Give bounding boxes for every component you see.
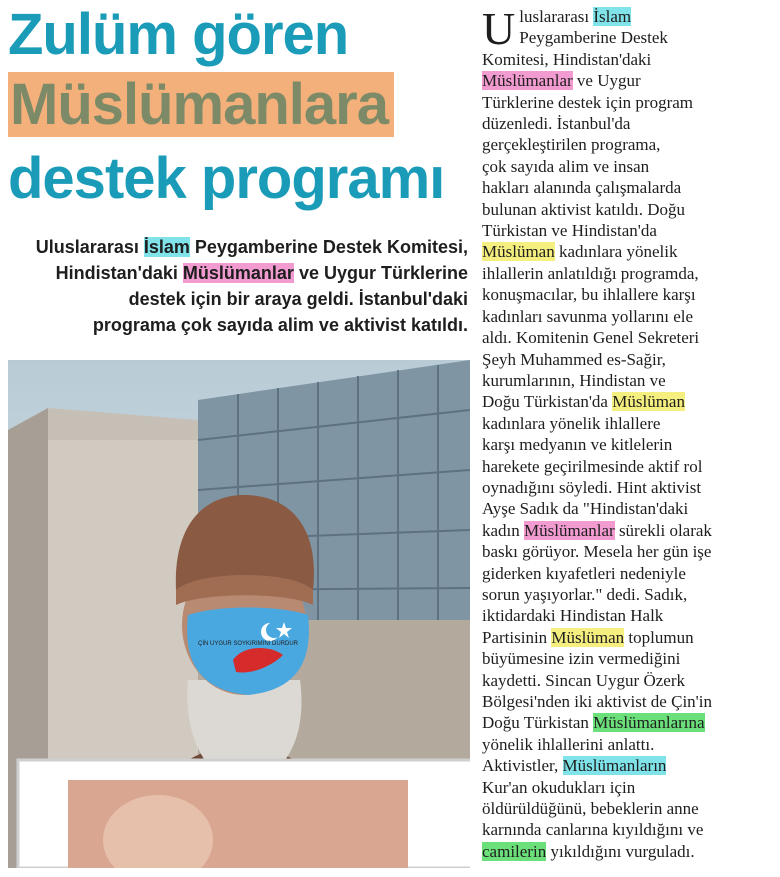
body-text: kadın: [482, 520, 525, 540]
body-text: harekete geçirilmesinde aktif rol: [482, 456, 703, 476]
body-text: ve Uygur: [572, 71, 641, 91]
body-line: [482, 370, 772, 391]
body-line: [482, 777, 772, 798]
body-line: [482, 413, 772, 434]
body-text: bulunan aktivist katıldı. Doğu: [482, 199, 686, 219]
body-line: [482, 841, 772, 862]
body-text: hakları alanında çalışmalarda: [482, 178, 682, 198]
body-text: yıkıldığını vurguladı.: [546, 841, 695, 861]
highlighted-word: Müslümanlar: [482, 71, 573, 91]
body-line: [482, 306, 772, 327]
body-line: [482, 434, 772, 455]
body-text: iktidardaki Hindistan Halk: [482, 606, 664, 626]
article-body: [482, 3, 772, 862]
body-text: Türkistan ve Hindistan'da: [482, 221, 657, 241]
body-text: Kur'an okudukları için: [482, 777, 636, 797]
body-line: [482, 199, 772, 220]
body-text: konuşmacılar, bu ihlallere karşı: [482, 285, 696, 305]
body-line: [482, 819, 772, 840]
body-text: kaydetti. Sincan Uygur Özerk: [482, 670, 685, 690]
body-text: Türklerine destek için program: [482, 92, 694, 112]
body-text: karşı medyanın ve kitlelerin: [482, 435, 673, 455]
highlighted-word: Müslüman: [551, 627, 625, 647]
body-text: Aktivistler,: [482, 756, 563, 776]
body-line: [482, 755, 772, 776]
lead-line-2: [8, 260, 468, 286]
body-line: [482, 477, 772, 498]
lead-line-3: destek için bir araya geldi. İstanbul'daki: [128, 289, 468, 309]
body-text: luslararası: [519, 7, 594, 26]
lead-text: Uluslararası: [35, 237, 144, 257]
body-line: [482, 349, 772, 370]
body-text: Doğu Türkistan'da: [482, 392, 613, 412]
lead-text: Peygamberine Destek Komitesi,: [189, 237, 468, 257]
body-line: [482, 92, 772, 113]
body-line: [482, 691, 772, 712]
body-text: yönelik ihlallerini anlattı.: [482, 734, 655, 754]
body-line: [482, 734, 772, 755]
body-text: karnında canlarına kıyıldığını ve: [482, 820, 704, 840]
highlighted-word: İslam: [593, 7, 632, 26]
article-photo: [8, 360, 470, 868]
body-line: [482, 241, 772, 262]
mask-text: ÇİN UYGUR SOYKIRIMINI DURDUR: [198, 641, 299, 647]
body-text: öldürüldüğünü, bebeklerin anne: [482, 799, 699, 819]
body-text: Doğu Türkistan: [482, 713, 594, 733]
body-line: [482, 113, 772, 134]
body-text: sorun yaşıyorlar." dedi. Sadık,: [482, 584, 688, 604]
body-line: [482, 498, 772, 519]
headline-line-2: [8, 72, 394, 137]
body-line: [482, 605, 772, 626]
body-text: Ayşe Sadık da "Hindistan'daki: [482, 499, 689, 519]
drop-cap: U: [482, 3, 516, 54]
body-text: sürekli olarak: [614, 520, 712, 540]
body-line: [482, 627, 772, 648]
body-line: [482, 284, 772, 305]
highlighted-word: Müslümanlarına: [593, 713, 705, 733]
body-text: düzenledi. İstanbul'da: [482, 114, 631, 134]
body-line: [482, 49, 772, 70]
lead-line-4: programa çok sayıda alim ve aktivist katıldı.: [92, 315, 468, 335]
body-line: [482, 456, 772, 477]
headline-highlight: Müslümanlara: [8, 72, 394, 137]
body-line: [482, 263, 772, 284]
lead-line-1: [8, 234, 468, 260]
body-line: [482, 798, 772, 819]
highlighted-word: Müslüman: [612, 392, 685, 412]
body-text: kadınlara yönelik: [554, 242, 678, 262]
body-text: çok sayıda alim ve insan: [482, 156, 650, 176]
lead-highlight: İslam: [143, 237, 190, 257]
headline-line-1: Zulüm gören: [8, 2, 349, 67]
headline-line-3: destek programı: [8, 146, 445, 211]
body-text: kadınlara yönelik ihlallere: [482, 413, 661, 433]
body-line: [482, 584, 772, 605]
highlighted-word: Müslümanların: [562, 756, 667, 776]
body-text: Şeyh Muhammed es-Sağir,: [482, 349, 666, 369]
body-line: [482, 134, 772, 155]
body-text: toplumun: [624, 627, 694, 647]
body-text: kadınları savunma yollarını ele: [482, 306, 694, 326]
body-line: [482, 712, 772, 733]
highlighted-word: camilerin: [482, 841, 547, 861]
body-text: baskı görüyor. Mesela her gün işe: [482, 542, 712, 562]
body-line: [482, 220, 772, 241]
body-text: kurumlarının, Hindistan ve: [482, 370, 666, 390]
body-lines: [482, 3, 772, 862]
body-line: [482, 327, 772, 348]
body-text: oynadığını söyledi. Hint aktivist: [482, 477, 702, 497]
body-text: ihlallerin anlatıldığı programda,: [482, 263, 699, 283]
highlighted-word: Müslüman: [482, 242, 555, 262]
body-text: giderken kıyafetleri nedeniyle: [482, 563, 686, 583]
photo-illustration: [8, 360, 470, 868]
highlighted-word: Müslümanlar: [524, 520, 615, 540]
body-text: Komitesi, Hindistan'daki: [482, 49, 652, 69]
body-line: [482, 520, 772, 541]
lead-paragraph: [8, 234, 468, 338]
body-text: Peygamberine Destek: [519, 28, 668, 48]
body-line: [482, 6, 772, 27]
body-text: Partisinin: [482, 627, 552, 647]
body-line: [482, 541, 772, 562]
body-line: [482, 27, 772, 48]
lead-highlight: Müslümanlar: [182, 263, 294, 283]
body-line: [482, 648, 772, 669]
body-line: [482, 391, 772, 412]
body-line: [482, 177, 772, 198]
body-text: Bölgesi'nden iki aktivist de Çin'in: [482, 692, 712, 711]
body-text: aldı. Komitenin Genel Sekreteri: [482, 328, 700, 348]
body-line: [482, 670, 772, 691]
body-line: [482, 563, 772, 584]
body-text: büyümesine izin vermediğini: [482, 649, 681, 669]
body-line: [482, 70, 772, 91]
body-text: gerçekleştirilen programa,: [482, 135, 661, 155]
lead-text: Hindistan'daki: [55, 263, 183, 283]
body-line: [482, 156, 772, 177]
lead-text: ve Uygur Türklerine: [293, 263, 468, 283]
